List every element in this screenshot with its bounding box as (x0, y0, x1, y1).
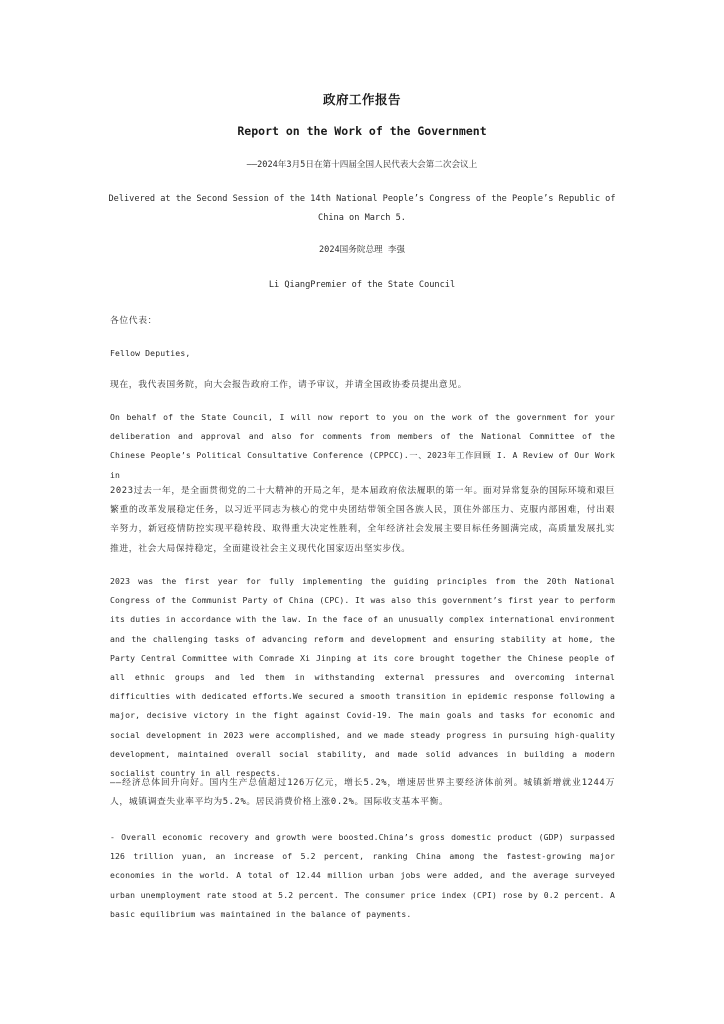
greeting-english: Fellow Deputies, (110, 348, 191, 358)
intro-english: On behalf of the State Council, I will now report to you on the work of the government for your deliberation and approval and also for comments from members of the National Committee of the Chinese People’s Political Consultative Conference (CPPCC).一、2023年工作回顾 I. A Review of Our Work in (110, 412, 615, 480)
economy-chinese: ——经济总体回升向好。国内生产总值超过126万亿元，增长5.2%，增速居世界主要经济体前列。城镇新增就业1244万人，城镇调查失业率平均为5.2%。居民消费价格上涨0.2%。国际收支基本平衡。 (110, 778, 615, 808)
review-english: 2023 was the first year for fully implementing the guiding principles from the 20th National Congress of the Communist Party of China (CPC). It was also this government’s first year to perform its duties in accordance with the law. In the face of an unusually complex international environment and the challenging tasks of advancing reform and development and ensuring stability at home, the Party Central Committee with Comrade Xi Jinping at its core brought together the Chinese people of all ethnic groups and led them in withstanding external pressures and overcoming internal difficulties with dedicated efforts.We secured a smooth transition in epidemic response following a major, decisive victory in the fight against Covid-19. The main goals and tasks for economic and social development in 2023 were accomplished, and we made steady progress in pursuing high-quality development, maintained overall social stability, and made solid advances in building a modern socialist country in all respects. (110, 576, 615, 779)
speaker-english: Li QiangPremier of the State Council (268, 280, 456, 290)
speaker-chinese: 2024国务院总理 李强 (318, 245, 406, 255)
subtitle-chinese: ——2024年3月5日在第十四届全国人民代表大会第二次会议上 (246, 160, 478, 170)
subtitle-english: Delivered at the Second Session of the 14th National People’s Congress of the People’s Republic of China on March 5. (108, 194, 616, 223)
economy-english: - Overall economic recovery and growth were boosted.China’s gross domestic product (GDP) surpassed 126 trillion yuan, an increase of 5.2 percent, ranking China among the fastest-growing major economies in the world. A total of 12.44 million urban jobs were added, and the average surveyed urban unemployment rate stood at 5.2 percent. The consumer price index (CPI) rose by 0.2 percent. A basic equilibrium was maintained in the balance of payments. (110, 832, 615, 919)
title-chinese: 政府工作报告 (322, 92, 401, 107)
intro-chinese: 现在，我代表国务院，向大会报告政府工作，请予审议，并请全国政协委员提出意见。 (110, 380, 468, 390)
review-chinese: 2023过去一年，是全面贯彻党的二十大精神的开局之年，是本届政府依法履职的第一年。面对异常复杂的国际环境和艰巨繁重的改革发展稳定任务，以习近平同志为核心的党中央团结带领全国各族人民，顶住外部压力、克服内部困难，付出艰辛努力，新冠疫情防控实现平稳转段、取得重大决定性胜利，全年经济社会发展主要目标任务圆满完成，高质量发展扎实推进，社会大局保持稳定，全面建设社会主义现代化国家迈出坚实步伐。 (110, 486, 615, 554)
title-english: Report on the Work of the Government (237, 124, 487, 138)
greeting-chinese: 各位代表： (110, 316, 157, 326)
